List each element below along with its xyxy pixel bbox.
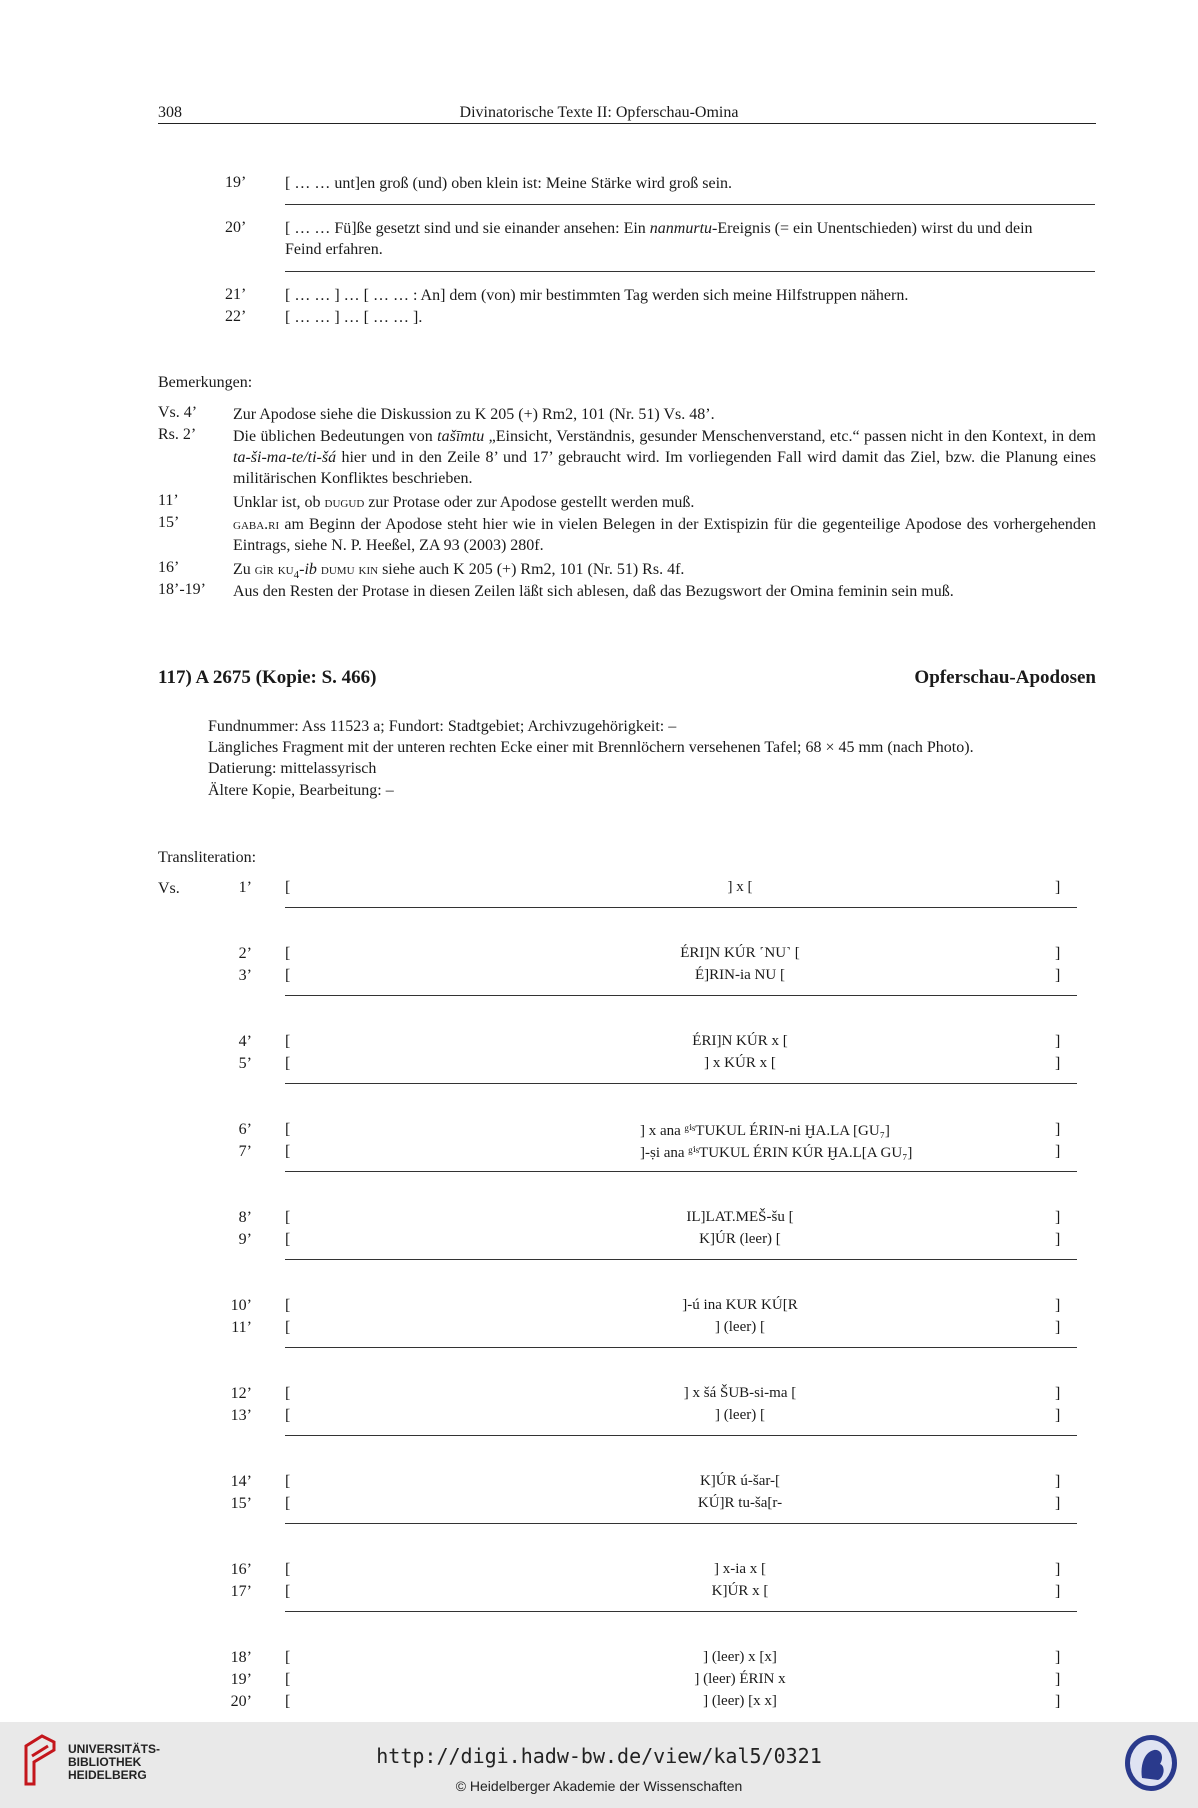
- transliteration-line-number: 20’: [230, 1693, 252, 1710]
- info-line: Ältere Kopie, Bearbeitung: –: [208, 782, 394, 799]
- close-bracket: ]: [1055, 1495, 1061, 1512]
- section-rule: [285, 1347, 1077, 1348]
- transliteration-line-number: 10’: [230, 1297, 252, 1314]
- section-rule: [285, 1611, 1077, 1612]
- translation-line: [ … … unt]en groß (und) oben klein ist: Meine Stärke wird groß sein.: [285, 175, 733, 192]
- open-bracket: [: [285, 1693, 291, 1710]
- transliteration-line-number: 5’: [238, 1055, 252, 1072]
- transliteration-line-number: 9’: [238, 1231, 252, 1248]
- transliteration-text: ÉRI]N KÚR x [: [692, 1033, 788, 1049]
- transliteration-text: ] x-ia x [: [713, 1561, 767, 1577]
- transliteration-line-number: 16’: [230, 1561, 252, 1578]
- remark-text: Die üblichen Bedeutungen von tašīmtu „Einsicht, Verständnis, gesunder Menschenverstand, etc.“ passen nicht in den Kontext, in dem ta-ši-ma-te/ti-šá hier und in den Zeile 8’ und 17’ gebraucht wird. Im vorliegenden Fall wird damit das Ziel, bzw. die Planung eines militärischen Konfliktes beschrieben.: [233, 428, 1096, 487]
- open-bracket: [: [285, 879, 291, 896]
- transliteration-line-number: 12’: [230, 1385, 252, 1402]
- line-rule: [285, 271, 1095, 272]
- close-bracket: ]: [1055, 1319, 1061, 1336]
- open-bracket: [: [285, 1297, 291, 1314]
- transliteration-line-number: 3’: [238, 967, 252, 984]
- close-bracket: ]: [1055, 1033, 1061, 1050]
- section-rule: [285, 907, 1077, 908]
- remark-text: Unklar ist, ob dugud zur Protase oder zur Apodose gestellt werden muß.: [233, 494, 695, 511]
- open-bracket: [: [285, 1649, 291, 1666]
- section-subtitle: Opferschau-Apodosen: [914, 667, 1096, 688]
- remark-label: 11’: [158, 492, 179, 509]
- transliteration-text: ]-ú ina KUR KÚ[R: [682, 1297, 798, 1313]
- line-number: 22’: [225, 308, 247, 325]
- open-bracket: [: [285, 945, 291, 962]
- page-number: 308: [158, 104, 182, 121]
- transliteration-text: K]ÚR ú-šar-[: [699, 1473, 781, 1489]
- section-rule: [285, 1171, 1077, 1172]
- translation-line: [ … … ] … [ … … ].: [285, 309, 423, 326]
- open-bracket: [: [285, 1121, 291, 1138]
- close-bracket: ]: [1055, 1583, 1061, 1600]
- transliteration-text: ] x šá ŠUB-si-ma [: [683, 1385, 797, 1401]
- section-rule: [285, 995, 1077, 996]
- close-bracket: ]: [1055, 967, 1061, 984]
- open-bracket: [: [285, 1209, 291, 1226]
- transliteration-text: ÉRI]N KÚR ˹NU˺ [: [680, 945, 800, 961]
- open-bracket: [: [285, 967, 291, 984]
- open-bracket: [: [285, 1055, 291, 1072]
- transliteration-line-number: 18’: [230, 1649, 252, 1666]
- close-bracket: ]: [1055, 1143, 1061, 1160]
- open-bracket: [: [285, 1319, 291, 1336]
- transliteration-text: ] x ana ᵍⁱˢTUKUL ÉRIN-ni ḪA.LA [GU₇]: [640, 1123, 890, 1139]
- close-bracket: ]: [1055, 1231, 1061, 1248]
- transliteration-line-number: 14’: [230, 1473, 252, 1490]
- open-bracket: [: [285, 1231, 291, 1248]
- remark-text: Zur Apodose siehe die Diskussion zu K 205 (+) Rm2, 101 (Nr. 51) Vs. 48’.: [233, 406, 715, 423]
- translation-line: [ … … ] … [ … … : An] dem (von) mir bestimmten Tag werden sich meine Hilfstruppen nähern.: [285, 287, 909, 304]
- section-heading: 117) A 2675 (Kopie: S. 466): [158, 667, 377, 688]
- transliteration-text: ]-ṣi ana ᵍⁱˢTUKUL ÉRIN KÚR ḪA.L[A GU₇]: [640, 1145, 913, 1161]
- remark-text: Zu gìr $ku_4-ib$ dumu kin siehe auch K 205 (+) Rm2, 101 (Nr. 51) Rs. 4f.: [233, 561, 685, 582]
- transliteration-text: ] x KÚR x [: [704, 1055, 776, 1071]
- open-bracket: [: [285, 1671, 291, 1688]
- close-bracket: ]: [1055, 1121, 1061, 1138]
- remark-label: 18’-19’: [158, 581, 206, 598]
- transliteration-text: IL]LAT.MEŠ-šu [: [686, 1209, 794, 1225]
- remark-label: 15’: [158, 514, 180, 531]
- open-bracket: [: [285, 1033, 291, 1050]
- transliteration-line-number: 8’: [238, 1209, 252, 1226]
- open-bracket: [: [285, 1583, 291, 1600]
- line-number: 21’: [225, 286, 247, 303]
- transliteration-text: ] (leer) x [x]: [703, 1649, 777, 1665]
- header-rule: [158, 123, 1096, 124]
- transliteration-line-number: 19’: [230, 1671, 252, 1688]
- info-line: Datierung: mittelassyrisch: [208, 760, 377, 777]
- section-rule: [285, 1259, 1077, 1260]
- transliteration-text: ] (leer) ÉRIN x: [694, 1671, 786, 1687]
- translation-line: [ … … Fü]ße gesetzt sind und sie einander ansehen: Ein nanmurtu-Ereignis (= ein Unentschieden) wirst du und dein: [285, 220, 1033, 237]
- transliteration-text: É]RIN-ia NU [: [695, 967, 785, 983]
- open-bracket: [: [285, 1407, 291, 1424]
- transliteration-line-number: 2’: [238, 945, 252, 962]
- open-bracket: [: [285, 1561, 291, 1578]
- transliteration-line-number: 13’: [230, 1407, 252, 1424]
- transliteration-text: ] x [: [727, 879, 753, 895]
- running-title: Divinatorische Texte II: Opferschau-Omina: [459, 104, 739, 121]
- open-bracket: [: [285, 1385, 291, 1402]
- line-number: 19’: [225, 174, 247, 191]
- remark-label: 16’: [158, 559, 180, 576]
- transliteration-text: K]ÚR (leer) [: [699, 1231, 781, 1247]
- transliteration-heading: Transliteration:: [158, 849, 257, 866]
- close-bracket: ]: [1055, 1407, 1061, 1424]
- close-bracket: ]: [1055, 1693, 1061, 1710]
- close-bracket: ]: [1055, 945, 1061, 962]
- open-bracket: [: [285, 1473, 291, 1490]
- close-bracket: ]: [1055, 1649, 1061, 1666]
- copyright-notice: © Heidelberger Akademie der Wissenschaften: [455, 1778, 743, 1794]
- page-url[interactable]: http://digi.hadw-bw.de/view/kal5/0321: [376, 1744, 822, 1768]
- line-rule: [285, 204, 1095, 205]
- transliteration-line-number: 1’: [238, 879, 252, 896]
- remark-text: gaba.ri am Beginn der Apodose steht hier wie in vielen Belegen in der Extispizin für die gegenteilige Apodose des vorhergehenden Eintrags, siehe N. P. Heeßel, ZA 93 (2003) 280f.: [233, 516, 1096, 554]
- close-bracket: ]: [1055, 1671, 1061, 1688]
- close-bracket: ]: [1055, 1055, 1061, 1072]
- remark-label: Vs. 4’: [158, 404, 198, 421]
- close-bracket: ]: [1055, 1297, 1061, 1314]
- transliteration-line-number: 17’: [230, 1583, 252, 1600]
- library-logo-text: UNIVERSITÄTS- BIBLIOTHEK HEIDELBERG: [68, 1742, 161, 1782]
- transliteration-text: ] (leer) [: [715, 1407, 765, 1423]
- side-label: Vs.: [158, 880, 180, 897]
- remark-text: Aus den Resten der Protase in diesen Zeilen läßt sich ablesen, daß das Bezugswort der Omina feminin sein muß.: [233, 583, 954, 600]
- transliteration-line-number: 7’: [238, 1143, 252, 1160]
- transliteration-line-number: 11’: [231, 1319, 252, 1336]
- close-bracket: ]: [1055, 1473, 1061, 1490]
- transliteration-line-number: 6’: [238, 1121, 252, 1138]
- section-rule: [285, 1083, 1077, 1084]
- transliteration-text: ] (leer) [: [715, 1319, 765, 1335]
- transliteration-text: KÚ]R tu-ša[r-: [697, 1495, 783, 1511]
- close-bracket: ]: [1055, 1561, 1061, 1578]
- section-rule: [285, 1523, 1077, 1524]
- transliteration-text: K]ÚR x [: [711, 1583, 769, 1599]
- translation-line-cont: Feind erfahren.: [285, 241, 383, 258]
- academy-seal-icon: [1122, 1732, 1180, 1794]
- close-bracket: ]: [1055, 1209, 1061, 1226]
- remark-label: Rs. 2’: [158, 426, 197, 443]
- open-bracket: [: [285, 1143, 291, 1160]
- line-number: 20’: [225, 219, 247, 236]
- section-rule: [285, 1435, 1077, 1436]
- transliteration-line-number: 4’: [238, 1033, 252, 1050]
- info-line: Fundnummer: Ass 11523 a; Fundort: Stadtgebiet; Archivzugehörigkeit: –: [208, 718, 677, 735]
- open-bracket: [: [285, 1495, 291, 1512]
- transliteration-line-number: 15’: [230, 1495, 252, 1512]
- close-bracket: ]: [1055, 879, 1061, 896]
- info-line: Längliches Fragment mit der unteren rechten Ecke einer mit Brennlöchern versehenen Tafel; 68 × 45 mm (nach Photo).: [208, 739, 974, 756]
- transliteration-text: ] (leer) [x x]: [703, 1693, 777, 1709]
- remarks-heading: Bemerkungen:: [158, 374, 253, 391]
- close-bracket: ]: [1055, 1385, 1061, 1402]
